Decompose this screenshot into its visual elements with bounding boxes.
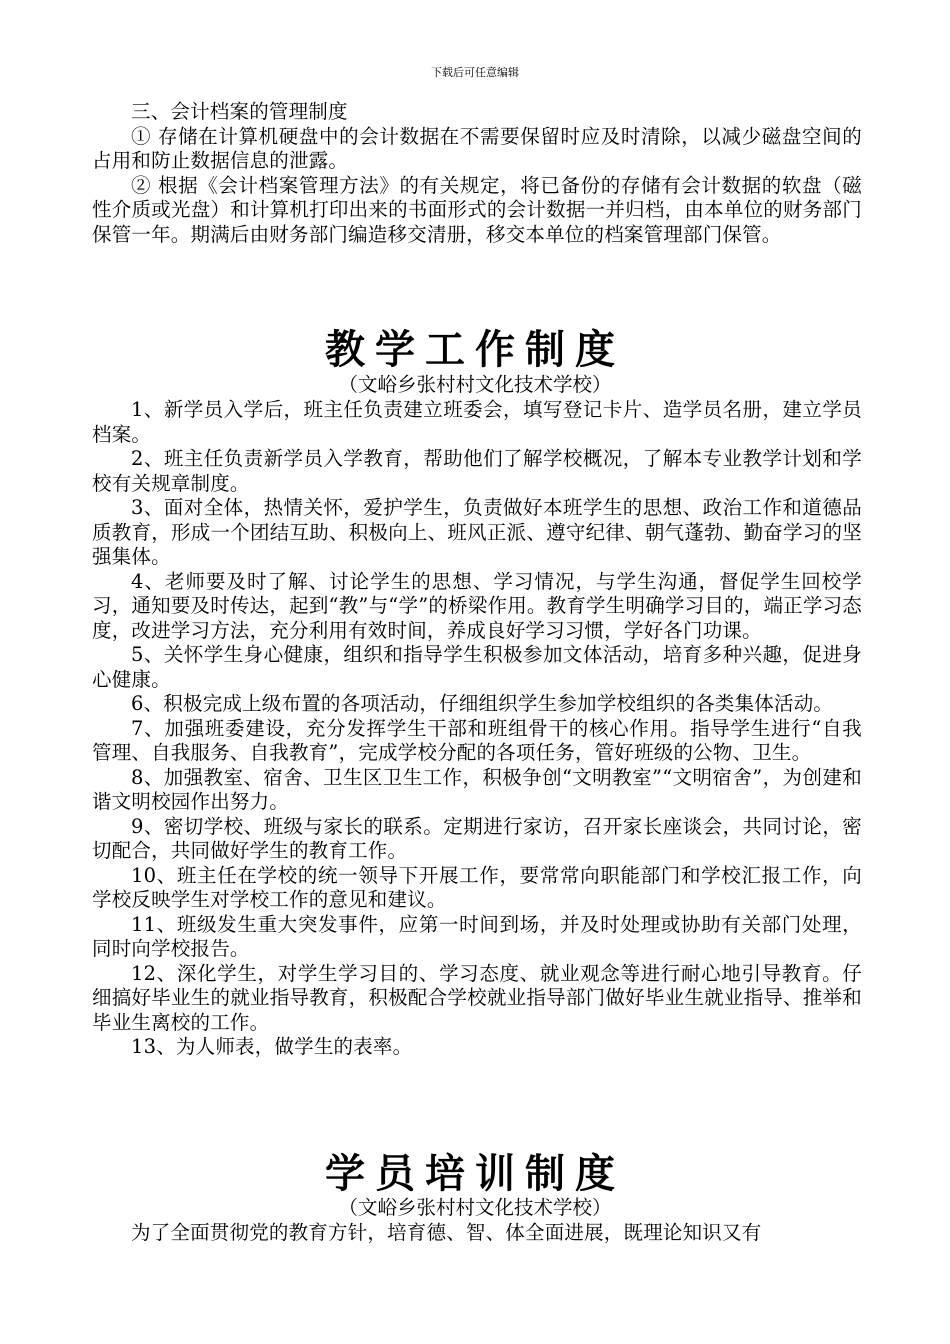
teaching-subtitle: （文峪乡张村村文化技术学校） [338,373,612,396]
teaching-rules [92,398,862,1060]
teaching-rule: 9、密切学校、班级与家长的联系。定期进行家访，召开家长座谈会，共同讨论，密切配合，共同做好学生的教育工作。 [92,814,862,862]
teaching-rule: 13、为人师表，做学生的表率。 [131,1035,413,1058]
training-subtitle: （文峪乡张村村文化技术学校） [338,1196,612,1219]
teaching-rule: 10、班主任在学校的统一领导下开展工作，要常常向职能部门和学校汇报工作，向学校反映学生对学校工作的意见和建议。 [92,863,862,911]
teaching-rule: 6、积极完成上级布置的各项活动，仔细组织学生参加学校组织的各类集体活动。 [131,692,834,715]
archive-section [92,100,862,247]
teaching-rule: 7、加强班委建设，充分发挥学生干部和班组骨干的核心作用。指导学生进行“自我管理、自我服务、自我教育”，完成学校分配的各项任务，管好班级的公物、卫生。 [92,716,862,764]
header-note: 下载后可任意编辑 [431,66,519,79]
teaching-rule: 3、面对全体，热情关怀，爱护学生，负责做好本班学生的思想、政治工作和道德品质教育，形成一个团结互助、积极向上、班风正派、遵守纪律、朝气蓬勃、勤奋学习的坚强集体。 [92,496,862,568]
teaching-rule: 2、班主任负责新学员入学教育，帮助他们了解学校概况，了解本专业教学计划和学校有关规章制度。 [92,447,862,495]
teaching-rule: 5、关怀学生身心健康，组织和指导学生积极参加文体活动，培育多种兴趣，促进身心健康。 [92,643,862,691]
teaching-rule: 12、深化学生，对学生学习目的、学习态度、就业观念等进行耐心地引导教育。仔细搞好毕业生的就业指导教育，积极配合学校就业指导部门做好毕业生就业指导、推举和毕业生离校的工作。 [92,961,862,1034]
teaching-rule: 8、加强教室、宿舍、卫生区卫生工作，积极争创“文明教室”“文明宿舍”，为创建和谐文明校园作出努力。 [92,765,862,813]
training-title: 学员培训制度 [325,1150,625,1197]
teaching-rule: 1、新学员入学后，班主任负责建立班委会，填写登记卡片、造学员名册，建立学员档案。 [92,398,862,446]
teaching-rule: 11、班级发生重大突发事件，应第一时间到场，并及时处理或协助有关部门处理，同时向学校报告。 [92,912,862,960]
archive-heading: 三、会计档案的管理制度 [131,100,348,123]
training-section [92,1221,862,1246]
training-intro: 为了全面贯彻党的教育方针，培育德、智、体全面进展，既理论知识又有 [131,1221,762,1244]
teaching-rule: 4、老师要及时了解、讨论学生的思想、学习情况，与学生沟通，督促学生回校学习，通知要及时传达，起到“教”与“学”的桥梁作用。教育学生明确学习目的，端正学习态度，改进学习方法，充分利用有效时间，养成良好学习习惯，学好各门功课。 [92,569,862,642]
archive-item: ② 根据《会计档案管理方法》的有关规定，将已备份的存储有会计数据的软盘（磁性介质或光盘）和计算机打印出来的书面形式的会计数据一并归档，由本单位的财务部门保管一年。期满后由财务部门编造移交清册，移交本单位的档案管理部门保管。 [92,173,862,246]
archive-item: ① 存储在计算机硬盘中的会计数据在不需要保留时应及时清除，以减少磁盘空间的占用和防止数据信息的泄露。 [92,124,862,172]
teaching-title: 教学工作制度 [325,326,625,373]
